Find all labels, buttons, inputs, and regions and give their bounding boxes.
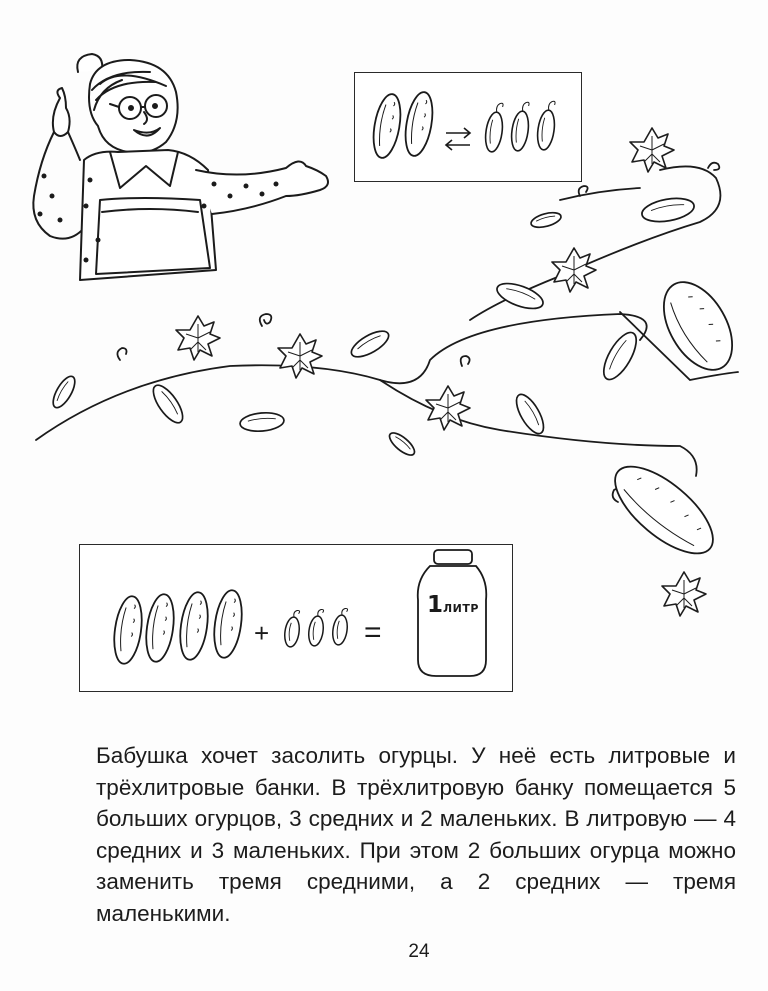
exchange-arrows-icon [446,128,470,150]
problem-text: Бабушка хочет засолить огурцы. У неё есть литровые и трёхлитровые банки. В трёхлитровую банку помещается 5 больших огурцов, 3 средних и 2 маленьких. В литровую — 4 средних и 3 маленьких. При этом 2 больших огурца можно заменить тремя средними, а 2 средних — тремя маленькими. [96,743,736,926]
top-equation [369,90,558,160]
grandmother-figure [33,54,328,280]
jar-label-unit: ЛИТР [443,602,479,615]
plus-sign: + [254,618,270,648]
page-number: 24 [408,941,430,962]
jar-label-number: 1 [427,592,444,618]
equals-sign: = [364,616,382,649]
jar-label [421,592,485,618]
